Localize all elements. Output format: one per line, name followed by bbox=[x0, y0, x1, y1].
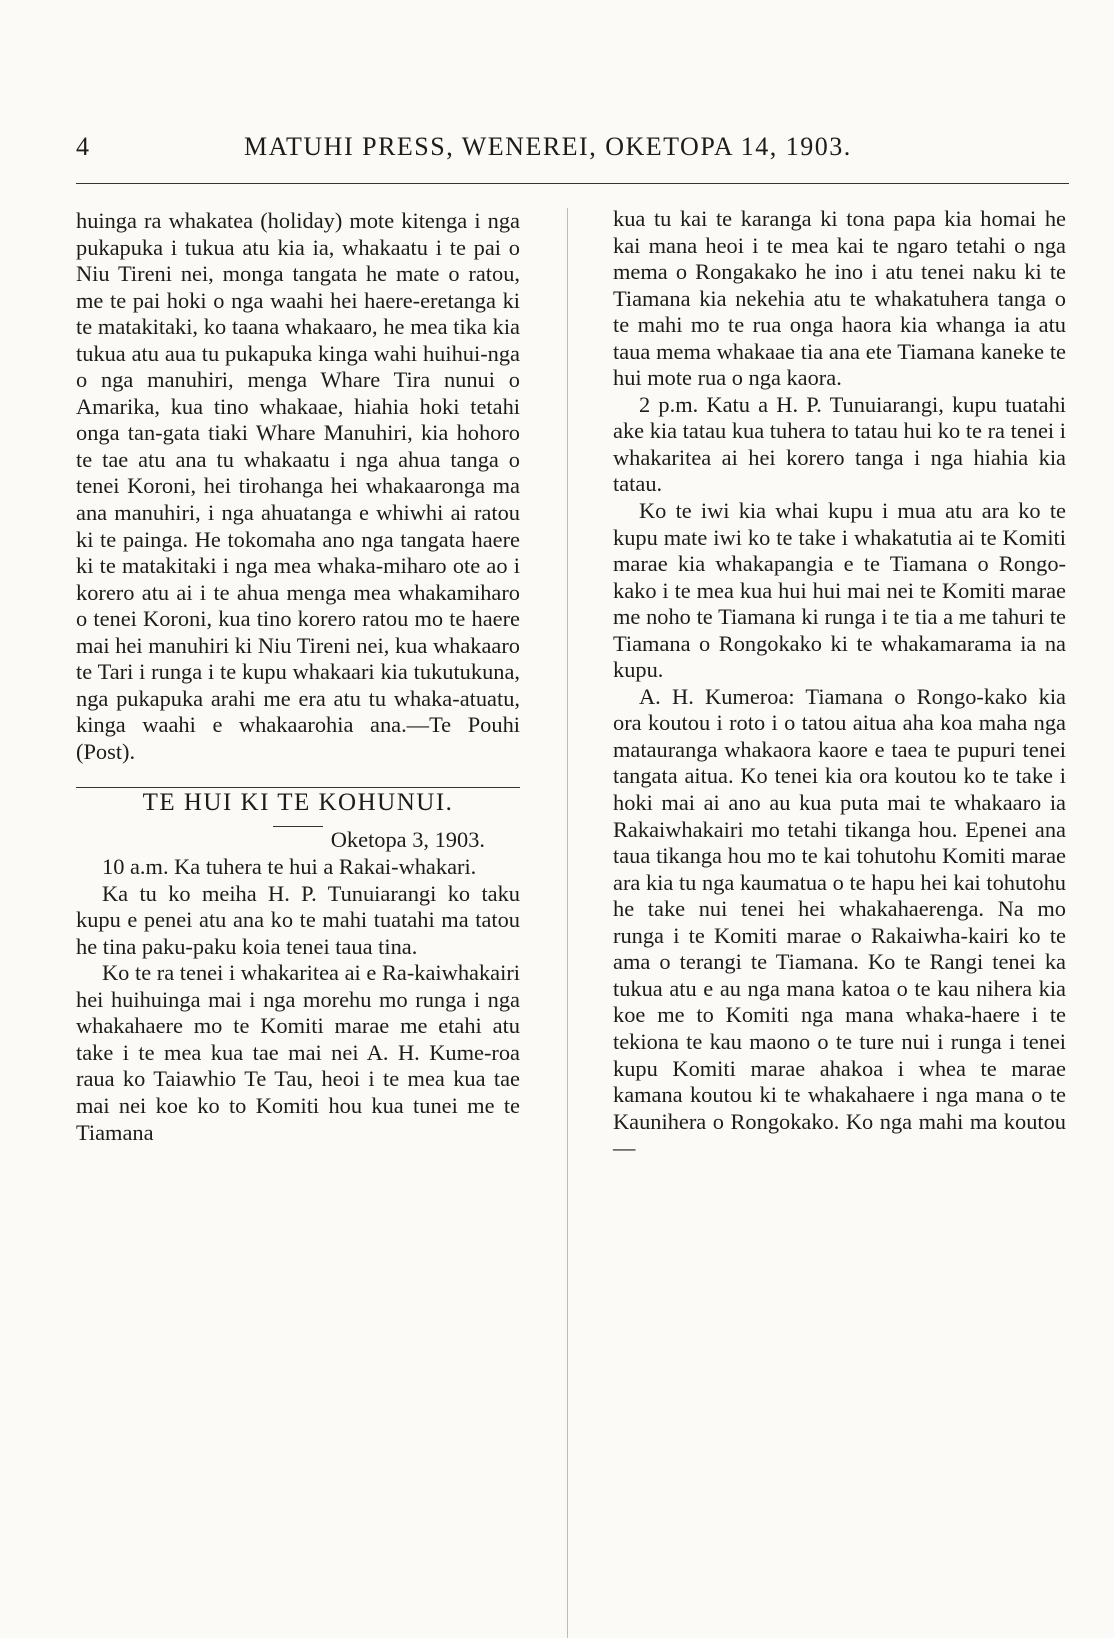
header-rule bbox=[76, 183, 1069, 184]
paragraph: A. H. Kumeroa: Tiamana o Rongo-kako kia ora koutou i roto i o tatou aitua aha koa maha nga matauranga whakaora kaore e taea te pupuri tenei tangata aitua. Ko tenei kia ora koutou ko te take i hoki mai ai ano au kua puta mai te whakaaro ia Rakaiwhakairi mo tetahi tikanga hou. Epenei ana taua tikanga hou mo te kai tohutohu Komiti marae ara kia tu nga kaumatua o te hapu hei kai tohutohu he take nui tenei hei whakahaerenga. Na mo runga i te Komiti marae o Rakaiwha-kairi ko te ama o terangi te Tiamana. Ko te Rangi tenei ka tukua atu e au nga mana katoa o te kau nihera kia koe me to Komiti nga mana whaka-haere i te tekiona te kau maono o te ture nui i runga i tenei kupu Komiti marae ahakoa i whea te marae kamana koutou ki te whakahaere i nga mana o te Kaunihera o Rongokako. Ko nga mahi ma koutou— bbox=[613, 683, 1066, 1161]
right-column bbox=[613, 206, 1066, 1162]
page-number: 4 bbox=[76, 132, 89, 161]
paragraph: Ko te iwi kia whai kupu i mua atu ara ko te kupu mate iwi ko te take i whakatutia ai te Komiti marae kia whakapangia e te Tiamana o Rongo-kako i te mea kua hui hui mai nei te Komiti marae me noho te Tiamana ki runga i te tia a me tahuri te Tiamana o Rongokako ki te whakamarama ia na kupu. bbox=[613, 498, 1066, 683]
page-header bbox=[76, 132, 1076, 172]
paragraph: 2 p.m. Katu a H. P. Tunuiarangi, kupu tuatahi ake kia tatau kua tuhera to tatau hui ko te ra tenei i whakaritea ai hei korero tanga i nga hiahia kia tatau. bbox=[613, 391, 1066, 497]
paragraph: huinga ra whakatea (holiday) mote kitenga i nga pukapuka i tukua atu kia ia, whakaatu i te pai o Niu Tireni nei, monga tangata he mate o ratou, me te pai hoki o nga waahi hei haere-eretanga ki te matakitaki, ko taana whakaaro, he mea tika kia tukua atu aua tu pukapuka kinga wahi huihui-nga o nga manuhiri, menga Whare Tira nunui o Amarika, kua tino whakaae, hiahia hoki tetahi onga tan-gata tiaki Whare Manuhiri, kia hohoro te tae atu ana tu whakaatu i nga ahua tanga o tenei Koroni, hei tirohanga hei whakaaronga ma ana manuhiri, i nga ahuatanga e whiwhi ai ratou ki te painga. He tokomaha ano nga tangata haere ki te matakitaki i nga mea whaka-miharo ote ao i korero atu ai i te ahua menga mea whakamiharo o tenei Koroni, kua tino korero ratou mo te haere mai hei manuhiri ki Niu Tireni nei, kua whakaaro te Tari i runga i te kupu whakaari kia tukutukuna, nga pukapuka arahi me era atu tu whaka-atuatu, kinga waahi e whakaarohia ana.—Te Pouhi (Post). bbox=[76, 208, 520, 764]
left-column bbox=[76, 208, 520, 1146]
paragraph: Ko te ra tenei i whakaritea ai e Ra-kaiwhakairi hei huihuinga mai i nga morehu mo runga i nga whakahaere mo te Komiti marae me etahi atu take i te mea kua tae mai nei A. H. Kume-roa raua ko Taiawhio Te Tau, heoi i te mea kua tae mai nei koe ko to Komiti hou kua tunei me te Tiamana bbox=[76, 960, 520, 1145]
section-title: TE HUI KI TE KOHUNUI. bbox=[142, 789, 454, 817]
column-divider bbox=[567, 208, 568, 1638]
dateline: Oketopa 3, 1903. bbox=[330, 827, 485, 853]
paragraph: kua tu kai te karanga ki tona papa kia homai he kai mana heoi i te mea kai te ngaro tetahi o nga mema o Rongakako he ino i atu tenei naku ki te Tiamana kia nekehia atu te whakatuhera tanga o te mahi mo te rua onga haora kia whanga ia atu taua mema whakaae tia ana ete Tiamana kaneke te hui mote rua o nga kaora. bbox=[613, 206, 1066, 391]
masthead: MATUHI PRESS, WENEREI, OKETOPA 14, 1903. bbox=[244, 132, 852, 161]
paragraph: Ka tu ko meiha H. P. Tunuiarangi ko taku kupu e penei atu ana ko te mahi tuatahi ma tatou he tina paku-paku koia tenei taua tina. bbox=[76, 880, 520, 959]
paragraph: 10 a.m. Ka tuhera te hui a Rakai-whakari. bbox=[102, 854, 477, 880]
